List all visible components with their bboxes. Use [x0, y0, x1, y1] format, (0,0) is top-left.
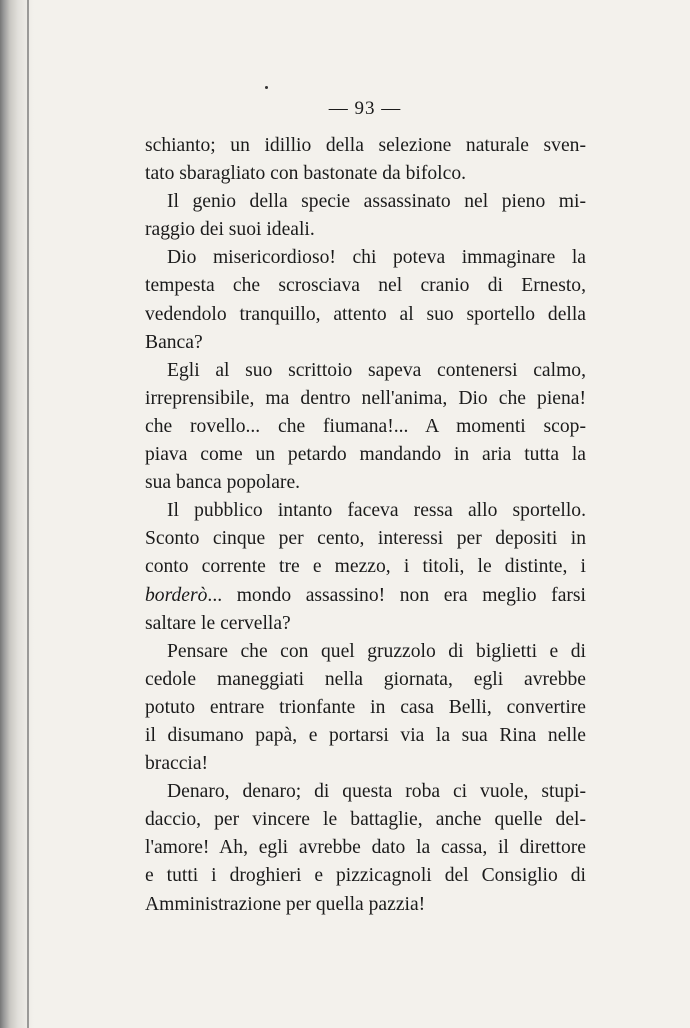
italic-word: borderò [145, 584, 208, 606]
text-line: tempesta che scrosciava nel cranio di Ernesto, [145, 275, 586, 297]
text-line-rest: ... mondo assassino! non era meglio farsi [207, 584, 586, 606]
text-line: Amministrazione per quella pazzia! [145, 893, 426, 915]
text-line: l'amore! Ah, egli avrebbe dato la cassa, il direttore [145, 837, 586, 859]
text-line: Egli al suo scrittoio sapeva contenersi calmo, [167, 359, 586, 381]
text-line [145, 582, 586, 610]
text-line: piava come un petardo mandando in aria tutta la [145, 444, 586, 466]
text-line: sua banca popolare. [145, 472, 301, 494]
text-line: vedendolo tranquillo, attento al suo sportello della [145, 303, 586, 325]
text-line: cedole maneggiati nella giornata, egli avrebbe [145, 668, 586, 690]
text-line: schianto; un idillio della selezione naturale sven- [145, 135, 586, 156]
text-line: Dio misericordioso! chi poteva immaginare la [167, 247, 586, 269]
text-line: Il pubblico intanto faceva ressa allo sportello. [167, 500, 586, 522]
text-line: il disumano papà, e portarsi via la sua Rina nelle [145, 724, 586, 746]
text-line: Sconto cinque per cento, interessi per depositi in [145, 528, 586, 550]
body-text [145, 132, 586, 919]
text-line: che rovello... che fiumana!... A momenti scop- [145, 415, 586, 437]
text-line: conto corrente tre e mezzo, i titoli, le distinte, i [145, 556, 586, 578]
binding-line [27, 0, 29, 1028]
text-line: saltare le cervella? [145, 612, 291, 634]
text-line: tato sbaragliato con bastonate da bifolco. [145, 163, 467, 185]
text-line: Pensare che con quel gruzzolo di biglietti e di [167, 640, 586, 662]
ink-speck [265, 86, 268, 89]
page-number: — 93 — [328, 98, 402, 119]
text-line: Il genio della specie assassinato nel pieno mi- [167, 191, 586, 213]
text-line: irreprensibile, ma dentro nell'anima, Dio che piena! [145, 387, 586, 409]
text-line: Denaro, denaro; di questa roba ci vuole, stupi- [167, 781, 586, 803]
text-line: daccio, per vincere le battaglie, anche quelle del- [145, 809, 586, 831]
text-line: raggio dei suoi ideali. [145, 219, 315, 241]
text-line: e tutti i droghieri e pizzicagnoli del Consiglio di [145, 865, 586, 887]
text-line: braccia! [145, 753, 209, 775]
text-line: potuto entrare trionfante in casa Belli, convertire [145, 696, 586, 718]
text-line: Banca? [145, 331, 203, 353]
